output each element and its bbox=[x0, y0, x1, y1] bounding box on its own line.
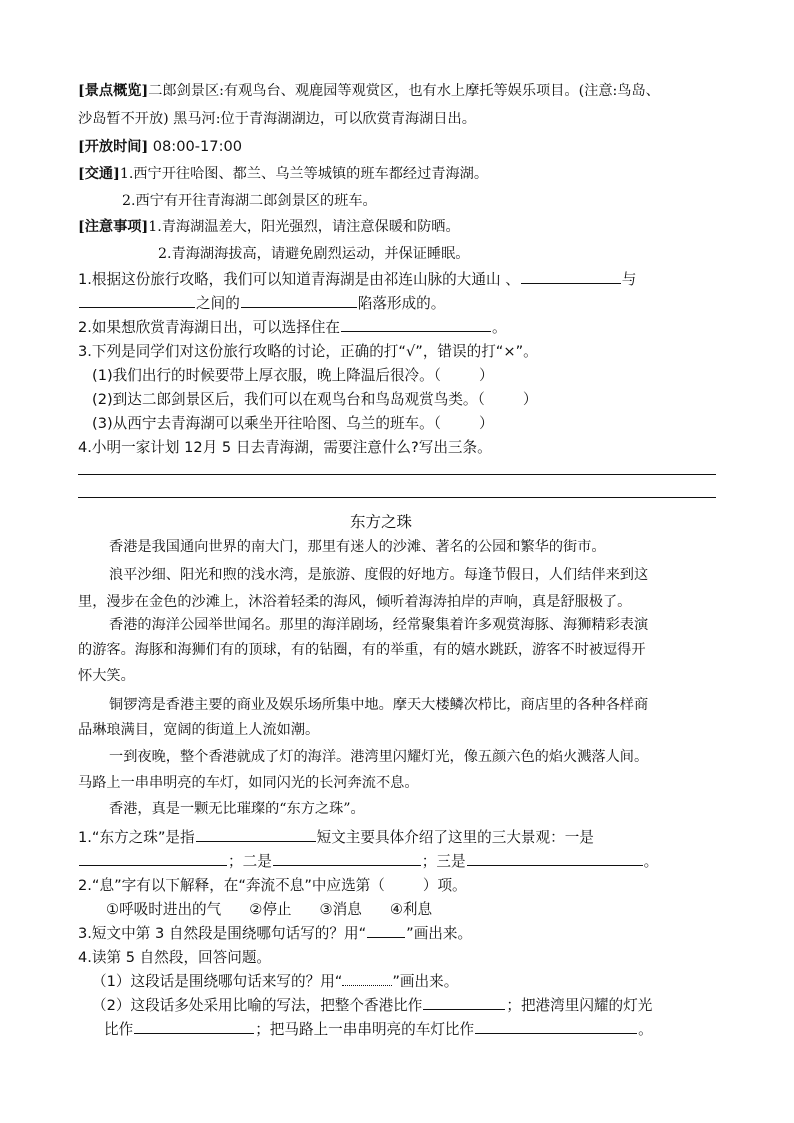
question-b3-line bbox=[78, 922, 472, 943]
question-b4-2-text-3: 比作 bbox=[104, 1021, 134, 1038]
paragraph-2-line-2: 里，漫步在金色的沙滩上，沐浴着轻柔的海风，倾听着海涛拍岸的声响，真是舒服极了。 bbox=[78, 594, 632, 610]
question-a1-text-between: 之间的 bbox=[196, 295, 240, 312]
question-a3-item-3 bbox=[92, 412, 494, 433]
question-a2-end: 。 bbox=[492, 319, 507, 336]
answer-blank[interactable] bbox=[196, 827, 316, 842]
question-b3-text: 3.短文中第 3 自然段是围绕哪句话写的？用“ bbox=[78, 925, 367, 942]
paragraph-6: 香港，真是一颗无比璀璨的“东方之珠”。 bbox=[109, 801, 365, 817]
answer-blank[interactable] bbox=[241, 293, 357, 308]
answer-blank[interactable] bbox=[423, 995, 505, 1010]
question-a4-text: 4.小明一家计划 12月 5 日去青海湖，需要注意什么?写出三条。 bbox=[78, 439, 492, 456]
question-b4-2-text-2: ；把港湾里闪耀的灯光 bbox=[506, 997, 653, 1014]
question-b1-line-1 bbox=[78, 826, 594, 847]
scenic-overview-line-1 bbox=[78, 80, 660, 100]
question-a2-text: 2.如果想欣赏青海湖日出，可以选择住在 bbox=[78, 319, 341, 336]
question-a3-item-1-text: (1)我们出行的时候要带上厚衣服，晚上降温后很冷。（ bbox=[92, 367, 442, 384]
question-b1-end: 。 bbox=[643, 853, 659, 870]
answer-blank[interactable] bbox=[467, 851, 643, 866]
question-a3-text: 3.下列是同学们对这份旅行攻略的讨论，正确的打“√”，错误的打“×”。 bbox=[78, 343, 538, 360]
question-a2-line bbox=[78, 316, 507, 337]
answer-blank[interactable] bbox=[521, 269, 621, 284]
close-paren: ） bbox=[479, 367, 494, 384]
question-a3-item-1 bbox=[92, 364, 494, 385]
opening-hours-value: 08:00-17:00 bbox=[152, 138, 243, 155]
question-a3-item-2 bbox=[92, 388, 537, 409]
answer-line[interactable] bbox=[78, 474, 716, 475]
scenic-overview-text-2: 沙岛暂不开放) 黑马河:位于青海湖湖边，可以欣赏青海湖日出。 bbox=[78, 111, 476, 127]
notice-item-1: 1.青海湖温差大，阳光强烈，请注意保暖和防晒。 bbox=[148, 219, 460, 235]
question-b1-text-4: ；三是 bbox=[421, 853, 466, 870]
paragraph-3-line-3: 怀大笑。 bbox=[78, 668, 135, 684]
question-b4-2-text: （2）这段话多处采用比喻的写法，把整个香港比作 bbox=[92, 997, 423, 1014]
question-a1-text-end: 陷落形成的。 bbox=[357, 295, 446, 312]
notice-line-1 bbox=[78, 216, 460, 236]
option-2: ②停止 bbox=[249, 901, 292, 918]
notice-label: [注意事项] bbox=[78, 219, 149, 235]
question-a1-line-1 bbox=[78, 268, 636, 289]
wavy-underline-sample bbox=[342, 975, 392, 986]
transport-item-1: 1.西宁开往哈图、都兰、乌兰等城镇的班车都经过青海湖。 bbox=[119, 166, 489, 182]
passage-title: 东方之珠 bbox=[350, 513, 413, 531]
answer-blank[interactable] bbox=[273, 851, 421, 866]
question-b4-1-text: （1）这段话是围绕哪句话来写的？用“ bbox=[92, 973, 343, 990]
paragraph-3-line-1: 香港的海洋公园举世闻名。那里的海洋剧场，经常聚集着许多观赏海豚、海狮精彩表演 bbox=[109, 617, 649, 633]
paragraph-1: 香港是我国通向世界的南大门，那里有迷人的沙滩、著名的公园和繁华的街市。 bbox=[109, 539, 606, 555]
paragraph-3-line-2: 的游客。海豚和海狮们有的顶球，有的钻圈，有的举重，有的嬉水跳跃，游客不时被逗得开 bbox=[78, 642, 646, 658]
notice-item-2: 2.青海湖海拔高，请避免剧烈运动，并保证睡眠。 bbox=[158, 246, 470, 262]
paragraph-5-line-1: 一到夜晚，整个香港就成了灯的海洋。港湾里闪耀灯光，像五颜六色的焰火溅落人间。 bbox=[109, 749, 649, 765]
scenic-overview-text-1: 二郎剑景区:有观鸟台、观鹿园等观赏区，也有水上摩托等娱乐项目。(注意:鸟岛、 bbox=[148, 83, 660, 99]
opening-hours-line bbox=[78, 136, 242, 156]
close-paren: ） bbox=[522, 391, 538, 408]
question-b4-1-end: ”画出来。 bbox=[392, 973, 459, 990]
option-1: ①呼吸时进出的气 bbox=[106, 901, 222, 918]
answer-blank[interactable] bbox=[79, 851, 227, 866]
paragraph-5-line-2: 马路上一串串明亮的车灯，如同闪光的长河奔流不息。 bbox=[78, 775, 419, 791]
question-a1-line-2 bbox=[78, 292, 445, 313]
question-b4-2-text-4: ；把马路上一串串明亮的车灯比作 bbox=[255, 1021, 475, 1038]
question-b4-2-line-1 bbox=[92, 994, 652, 1015]
question-b1-line-2 bbox=[78, 850, 658, 871]
question-b1-text-3: ；二是 bbox=[228, 853, 272, 870]
paragraph-4-line-1: 铜锣湾是香港主要的商业及娱乐场所集中地。摩天大楼鳞次栉比，商店里的各种各样商 bbox=[109, 697, 649, 713]
option-4: ④利息 bbox=[389, 901, 433, 918]
question-b4-2-line-2 bbox=[104, 1018, 653, 1039]
underline-sample bbox=[367, 923, 405, 938]
question-a3-item-2-text: (2)到达二郎剑景区后，我们可以在观鸟台和鸟岛观赏鸟类。（ bbox=[92, 391, 485, 408]
question-b2-end: ）项。 bbox=[422, 877, 467, 894]
scenic-overview-label: [景点概览] bbox=[78, 83, 149, 99]
transport-item-2: 2.西宁有开往青海湖二郎剑景区的班车。 bbox=[122, 193, 377, 209]
question-b4-text: 4.读第 5 自然段，回答问题。 bbox=[78, 949, 272, 966]
transport-label: [交通] bbox=[78, 166, 120, 182]
opening-hours-label: [开放时间] bbox=[78, 139, 149, 155]
question-b2-options bbox=[106, 898, 432, 919]
question-b1-text: 1.“东方之珠”是指 bbox=[78, 829, 195, 846]
paragraph-4-line-2: 品琳琅满目，宽阔的街道上人流如潮。 bbox=[78, 722, 320, 738]
question-b2-line bbox=[78, 874, 467, 895]
answer-blank[interactable] bbox=[79, 293, 195, 308]
answer-blank[interactable] bbox=[475, 1019, 637, 1034]
answer-line[interactable] bbox=[78, 497, 716, 498]
paragraph-2-line-1: 浪平沙细、阳光和煦的浅水湾，是旅游、度假的好地方。每逢节假日，人们结伴来到这 bbox=[109, 567, 649, 583]
question-b4-1-line bbox=[92, 970, 458, 991]
question-b3-end: ”画出来。 bbox=[406, 925, 473, 942]
answer-blank[interactable] bbox=[134, 1019, 254, 1034]
question-b2-text: 2.“息”字有以下解释，在“奔流不息”中应选第（ bbox=[78, 877, 385, 894]
question-b4-2-end: 。 bbox=[638, 1021, 653, 1038]
option-3: ③消息 bbox=[319, 901, 362, 918]
question-a1-text: 1.根据这份旅行攻略，我们可以知道青海湖是由祁连山脉的大通山 、 bbox=[78, 271, 520, 288]
question-a3-item-3-text: (3)从西宁去青海湖可以乘坐开往哈图、乌兰的班车。（ bbox=[92, 415, 442, 432]
transport-line-1 bbox=[78, 163, 488, 183]
answer-blank[interactable] bbox=[341, 317, 491, 332]
question-b1-text-2: 短文主要具体介绍了这里的三大景观：一是 bbox=[316, 829, 594, 846]
question-a1-text-and: 与 bbox=[621, 271, 637, 288]
close-paren: ） bbox=[479, 415, 494, 432]
